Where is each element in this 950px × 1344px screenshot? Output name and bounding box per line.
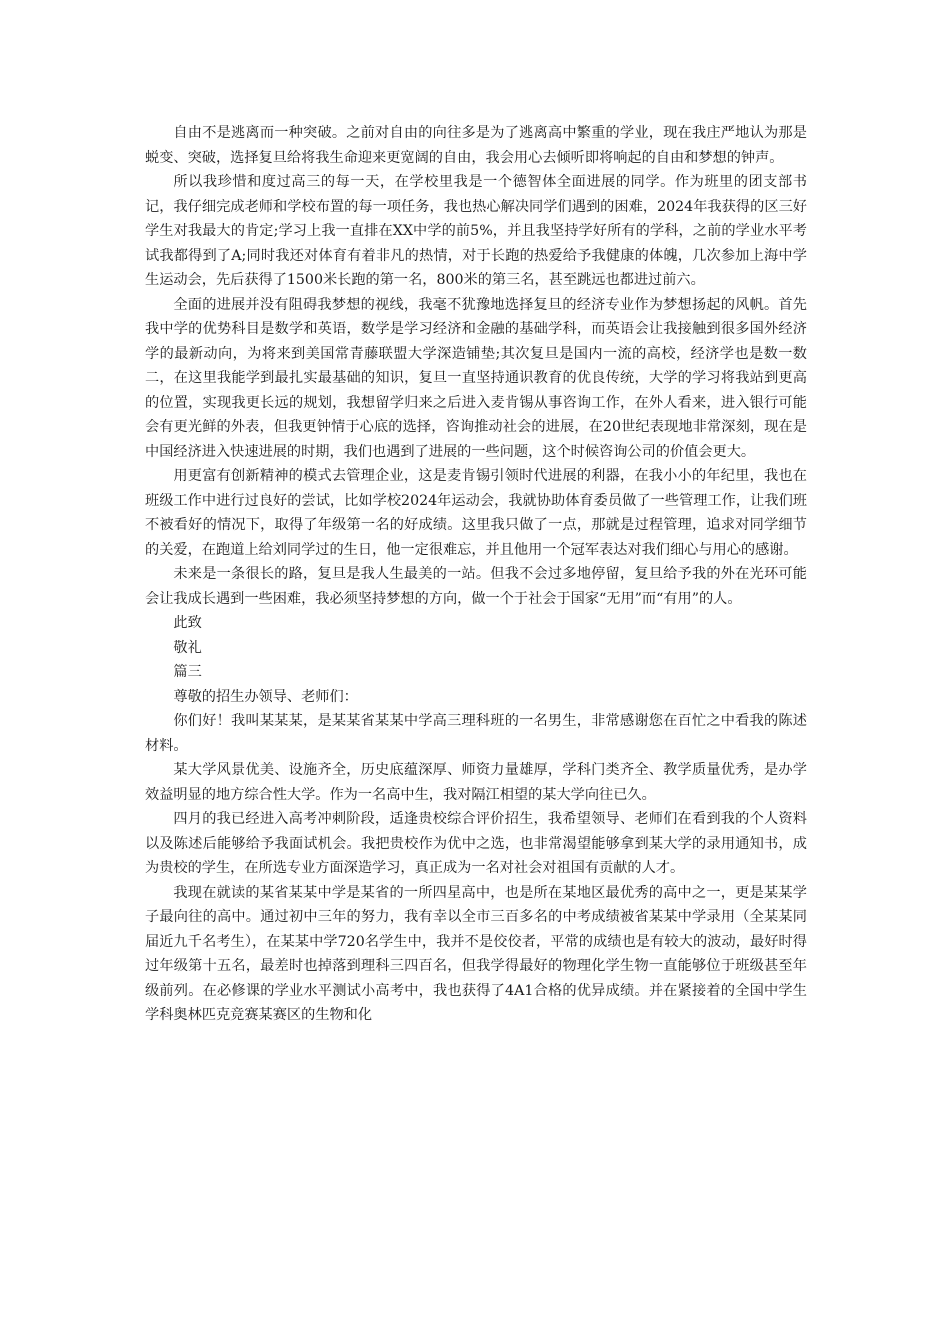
paragraph-freedom: 自由不是逃离而一种突破。之前对自由的向往多是为了逃离高中繁重的学业，现在我庄严地认为那是蜕变、突破，选择复旦给将我生命迎来更宽阔的自由，我会用心去倾听即将响起的自由和梦想的钟声。 (145, 125, 807, 166)
paragraph-application: 四月的我已经进入高考冲刺阶段，适逢贵校综合评价招生，我希望领导、老师们在看到我的个人资料以及陈述后能够给予我面试机会。我把贵校作为优中之选，也非常渴望能够拿到某大学的录用通知书，成为贵校的学生，在所选专业方面深造学习，真正成为一名对社会对祖国有贡献的人才。 (145, 811, 807, 876)
closing-jing-li: 敬礼 (173, 639, 202, 656)
document-body (145, 121, 807, 1028)
paragraph-senior-year: 所以我珍惜和度过高三的每一天，在学校里我是一个德智体全面进展的同学。作为班里的团支部书记，我仔细完成老师和学校布置的每一项任务，我也热心解决同学们遇到的困难，2024年我获得的区三好学生对我最大的肯定;学习上我一直排在XX中学的前5%，并且我坚持学好所有的学科，之前的学业水平考试我都得到了A;同时我还对体育有着非凡的热情，对于长跑的热爱给予我健康的体魄，几次参加上海中学生运动会，先后获得了1500米长跑的第一名，800米的第三名，甚至跳远也都进过前六。 (145, 174, 807, 288)
section-heading-pian-san: 篇三 (173, 664, 202, 680)
paragraph-innovation: 用更富有创新精神的模式去管理企业，这是麦肯锡引领时代进展的利器，在我小小的年纪里，我也在班级工作中进行过良好的尝试，比如学校2024年运动会，我就协助体育委员做了一些管理工作，让我们班不被看好的情况下，取得了年级第一名的好成绩。这里我只做了一点，那就是过程管理，追求对同学细节的关爱，在跑道上给刘同学过的生日，他一定很难忘，并且他用一个冠军表达对我们细心与用心的感谢。 (145, 468, 807, 558)
paragraph-university-intro: 某大学风景优美、设施齐全，历史底蕴深厚、师资力量雄厚，学科门类齐全、教学质量优秀，是办学效益明显的地方综合性大学。作为一名高中生，我对隔江相望的某大学向往已久。 (145, 762, 807, 803)
paragraph-current-school: 我现在就读的某省某某中学是某省的一所四星高中，也是所在某地区最优秀的高中之一，更是某某学子最向往的高中。通过初中三年的努力，我有幸以全市三百多名的中考成绩被省某某中学录用（全某某同届近九千名考生），在某某中学720名学生中，我并不是佼佼者，平常的成绩也是有较大的波动，最好时得过年级第十五名，最差时也掉落到理科三四百名，但我学得最好的物理化学生物一直能够位于班级甚至年级前列。在必修课的学业水平测试小高考中，我也获得了4A1合格的优异成绩。并在紧接着的全国中学生学科奥林匹克竞赛某赛区的生物和化 (145, 884, 807, 1023)
closing-ci-zhi: 此致 (173, 615, 202, 631)
salutation: 尊敬的招生办领导、老师们： (173, 688, 358, 705)
paragraph-future: 未来是一条很长的路，复旦是我人生最美的一站。但我不会过多地停留，复旦给予我的外在光环可能会让我成长遇到一些困难，我必须坚持梦想的方向，做一个于社会于国家“无用”而“有用”的人。 (145, 566, 807, 607)
paragraph-economics-choice: 全面的进展并没有阻碍我梦想的视线，我毫不犹豫地选择复旦的经济专业作为梦想扬起的风帆。首先我中学的优势科目是数学和英语，数学是学习经济和金融的基础学科，而英语会让我接触到很多国外经济学的最新动向，为将来到美国常青藤联盟大学深造铺垫;其次复旦是国内一流的高校，经济学也是数一数二，在这里我能学到最扎实最基础的知识，复旦一直坚持通识教育的优良传统，大学的学习将我站到更高的位置，实现我更长远的规划，我想留学归来之后进入麦肯锡从事咨询工作，在外人看来，进入银行可能会有更光鲜的外表，但我更钟情于心底的选择，咨询推动社会的进展，在20世纪表现地非常深刻，现在是中国经济进入快速进展的时期，我们也遇到了进展的一些问题，这个时候咨询公司的价值会更大。 (145, 296, 807, 460)
paragraph-greeting: 你们好！我叫某某某，是某某省某某中学高三理科班的一名男生，非常感谢您在百忙之中看我的陈述材料。 (145, 713, 807, 754)
